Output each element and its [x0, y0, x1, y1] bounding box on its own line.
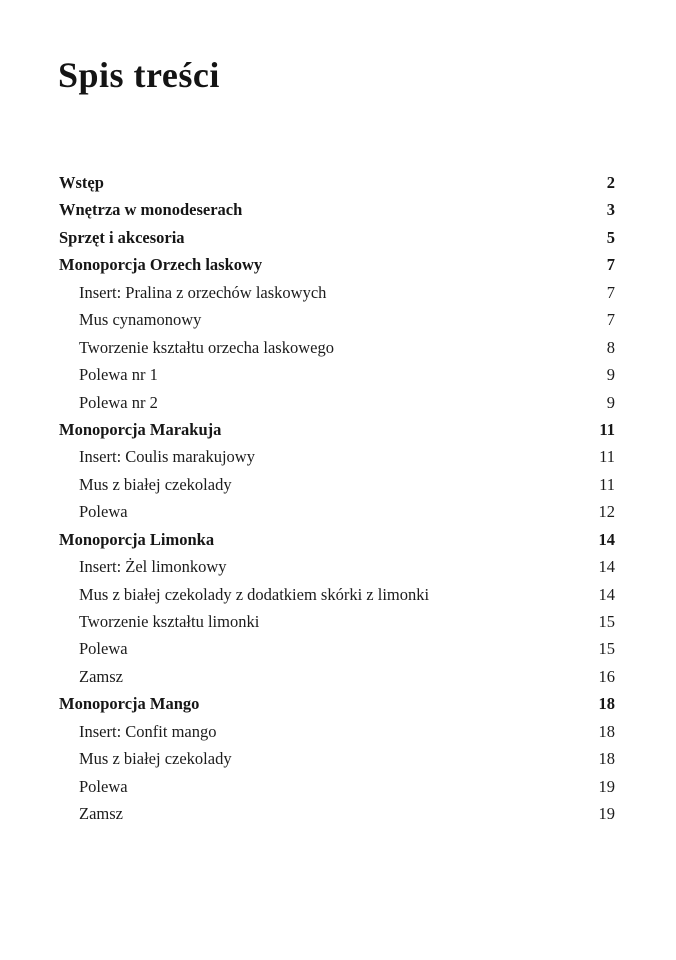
toc-entry	[59, 251, 615, 278]
toc-entry-label: Sprzęt i akcesoria	[59, 227, 185, 247]
toc-list	[59, 169, 615, 828]
toc-entry-page: 14	[598, 529, 615, 549]
toc-entry	[59, 718, 615, 745]
toc-entry-label: Polewa	[79, 502, 128, 522]
toc-entry-label: Monoporcja Marakuja	[59, 419, 222, 439]
toc-entry-page: 7	[606, 255, 615, 275]
toc-entry-label: Insert: Żel limonkowy	[79, 557, 227, 577]
toc-entry-page: 11	[599, 474, 615, 494]
toc-entry	[59, 443, 615, 470]
toc-entry	[59, 416, 615, 443]
toc-entry-page: 18	[598, 721, 615, 741]
toc-entry-page: 16	[598, 666, 615, 686]
toc-entry	[59, 608, 615, 635]
toc-entry-label: Mus z białej czekolady	[79, 749, 232, 769]
toc-entry-label: Monoporcja Limonka	[59, 529, 215, 549]
toc-entry-label: Polewa nr 1	[79, 365, 158, 385]
toc-entry-label: Polewa	[79, 776, 128, 796]
toc-entry-page: 8	[606, 337, 615, 357]
toc-entry-label: Insert: Coulis marakujowy	[79, 447, 255, 467]
toc-entry	[59, 800, 615, 827]
toc-entry	[59, 306, 615, 333]
toc-entry-label: Zamsz	[79, 666, 123, 686]
toc-entry-label: Polewa nr 2	[79, 392, 158, 412]
toc-entry-page: 14	[598, 557, 615, 577]
toc-entry-label: Mus z białej czekolady z dodatkiem skórki z limonki	[79, 584, 430, 604]
toc-entry	[59, 196, 615, 223]
toc-entry-label: Polewa	[79, 639, 128, 659]
toc-entry-page: 14	[598, 584, 615, 604]
toc-entry-page: 9	[606, 365, 615, 385]
toc-entry	[59, 471, 615, 498]
toc-entry	[59, 279, 615, 306]
toc-entry-label: Mus z białej czekolady	[79, 474, 232, 494]
toc-entry-page: 9	[606, 392, 615, 412]
toc-entry-page: 7	[606, 310, 615, 330]
toc-entry	[59, 389, 615, 416]
toc-entry-label: Insert: Confit mango	[79, 721, 217, 741]
toc-entry-page: 19	[598, 776, 615, 796]
toc-entry-page: 15	[598, 612, 615, 631]
toc-entry-page: 12	[598, 502, 615, 522]
toc-entry-label: Monoporcja Orzech laskowy	[59, 255, 263, 275]
toc-entry-page: 11	[599, 447, 615, 467]
toc-entry	[59, 690, 615, 717]
toc-entry	[59, 745, 615, 772]
toc-entry	[59, 635, 615, 662]
toc-entry-page: 3	[606, 200, 615, 220]
toc-entry-page: 18	[598, 694, 615, 714]
toc-entry-label: Monoporcja Mango	[59, 694, 200, 714]
page-title: Spis treści	[58, 55, 220, 95]
toc-entry	[59, 553, 615, 580]
toc-entry	[59, 663, 615, 690]
toc-entry-page: 19	[598, 804, 615, 824]
toc-entry-page: 7	[606, 282, 615, 302]
toc-entry	[59, 581, 615, 608]
toc-entry-label: Zamsz	[79, 804, 123, 824]
toc-entry	[59, 526, 615, 553]
toc-entry-label: Wstęp	[59, 173, 104, 192]
toc-entry-page: 11	[599, 419, 615, 439]
toc-entry-label: Insert: Pralina z orzechów laskowych	[79, 282, 327, 302]
toc-entry	[59, 334, 615, 361]
toc-entry	[59, 498, 615, 525]
toc-entry	[59, 361, 615, 388]
toc-entry-page: 2	[606, 173, 615, 192]
toc-entry	[59, 773, 615, 800]
toc-entry-label: Tworzenie kształtu limonki	[79, 612, 260, 631]
toc-entry-page: 5	[606, 227, 615, 247]
toc-entry-page: 15	[598, 639, 615, 659]
toc-entry-label: Mus cynamonowy	[79, 310, 202, 330]
toc-entry-label: Wnętrza w monodeserach	[59, 200, 243, 220]
toc-entry-page: 18	[598, 749, 615, 769]
toc-entry	[59, 169, 615, 196]
toc-entry	[59, 224, 615, 251]
toc-entry-label: Tworzenie kształtu orzecha laskowego	[79, 337, 334, 357]
